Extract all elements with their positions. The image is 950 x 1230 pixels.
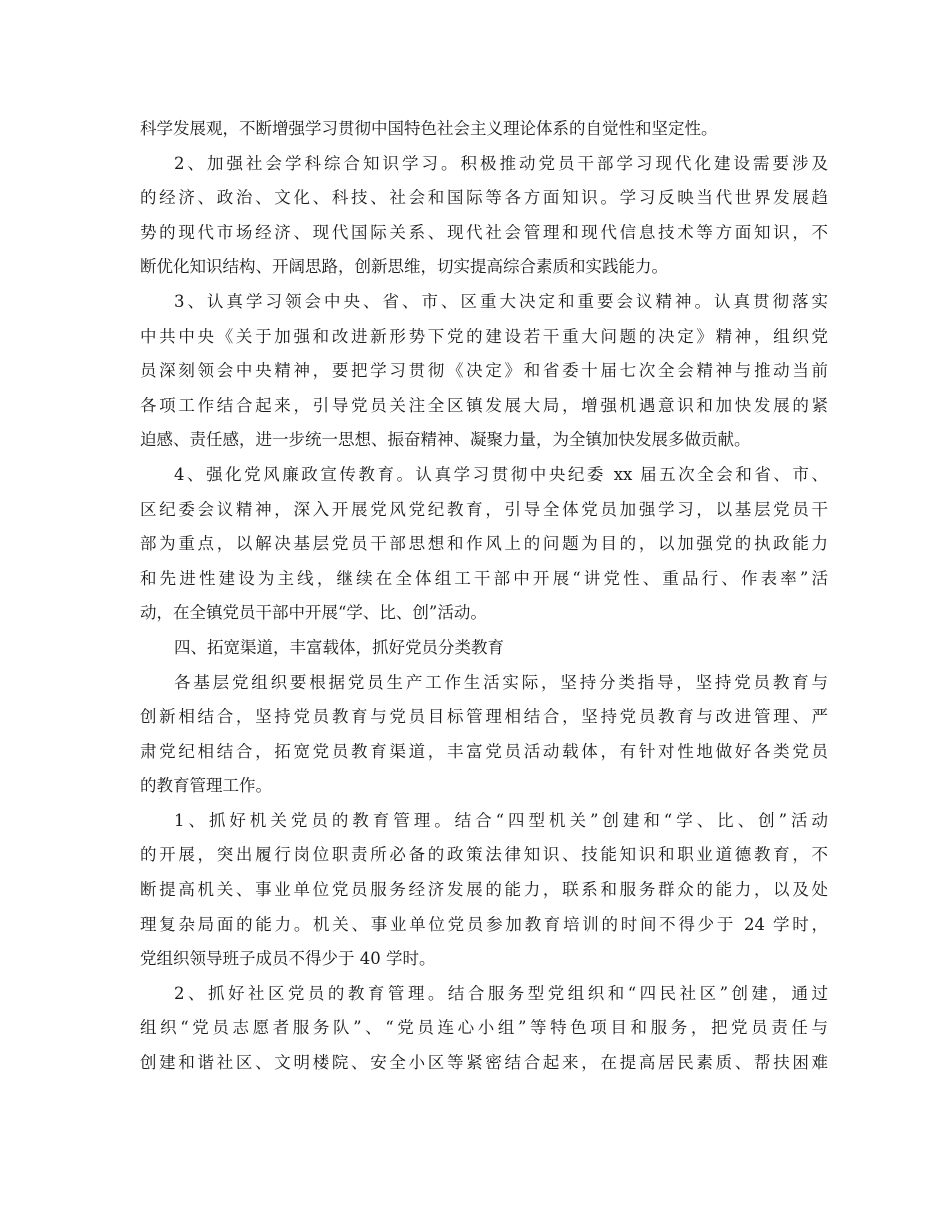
text-line: 创新相结合，坚持党员教育与党员目标管理相结合，坚持党员教育与改进管理、严 [140,707,828,727]
text-line: 的开展，突出履行岗位职责所必备的政策法律知识、技能知识和职业道德教育，不 [140,845,828,865]
text-line: 势的现代市场经济、现代国际关系、现代社会管理和现代信息技术等方面知识，不 [140,222,828,242]
text-line: 创建和谐社区、文明楼院、安全小区等紧密结合起来，在提高居民素质、帮扶困难 [140,1053,828,1073]
text-line: 肃党纪相结合，拓宽党员教育渠道，丰富党员活动载体，有针对性地做好各类党员 [140,741,828,761]
text-line: 科学发展观，不断增强学习贯彻中国特色社会主义理论体系的自觉性和坚定性。 [140,119,718,138]
text-line: 2、抓好社区党员的教育管理。结合服务型党组织和“四民社区”创建，通过 [174,983,828,1003]
text-line: 党组织领导班子成员不得少于 40 学时。 [140,949,436,969]
text-line: 的经济、政治、文化、科技、社会和国际等各方面知识。学习反映当代世界发展趋 [140,188,828,208]
text-line: 断优化知识结构、开阔思路，创新思维，切实提高综合素质和实践能力。 [140,257,668,277]
text-line: 区纪委会议精神，深入开展党风党纪教育，引导全体党员加强学习，以基层党员干 [140,499,828,519]
text-line: 中共中央《关于加强和改进新形势下党的建设若干重大问题的决定》精神，组织党 [140,326,828,346]
text-line: 组织“党员志愿者服务队”、“党员连心小组”等特色项目和服务，把党员责任与 [140,1018,828,1038]
text-line: 各项工作结合起来，引导党员关注全区镇发展大局，增强机遇意识和加快发展的紧 [140,395,828,415]
text-line: 1、抓好机关党员的教育管理。结合“四型机关”创建和“学、比、创”活动 [174,810,828,830]
text-line: 2、加强社会学科综合知识学习。积极推动党员干部学习现代化建设需要涉及 [174,153,828,173]
text-line: 4、强化党风廉政宣传教育。认真学习贯彻中央纪委 xx 届五次全会和省、市、 [174,464,828,484]
text-line: 3、认真学习领会中央、省、市、区重大决定和重要会议精神。认真贯彻落实 [174,291,828,311]
text-line: 和先进性建设为主线，继续在全体组工干部中开展“讲党性、重品行、作表率”活 [140,568,828,588]
text-line: 理复杂局面的能力。机关、事业单位党员参加教育培训的时间不得少于 24 学时， [140,914,828,934]
document-body [140,112,828,1081]
text-line: 员深刻领会中央精神，要把学习贯彻《决定》和省委十届七次全会精神与推动当前 [140,361,828,381]
text-line: 动，在全镇党员干部中开展“学、比、创”活动。 [140,603,487,623]
text-line: 迫感、责任感，进一步统一思想、振奋精神、凝聚力量，为全镇加快发展多做贡献。 [140,430,751,450]
text-line: 部为重点，以解决基层党员干部思想和作风上的问题为目的，以加强党的执政能力 [140,534,828,554]
text-line: 各基层党组织要根据党员生产工作生活实际，坚持分类指导，坚持党员教育与 [174,672,828,692]
text-line: 的教育管理工作。 [140,776,272,796]
text-line: 四、拓宽渠道，丰富载体，抓好党员分类教育 [174,637,504,657]
text-line: 断提高机关、事业单位党员服务经济发展的能力，联系和服务群众的能力，以及处 [140,880,828,900]
